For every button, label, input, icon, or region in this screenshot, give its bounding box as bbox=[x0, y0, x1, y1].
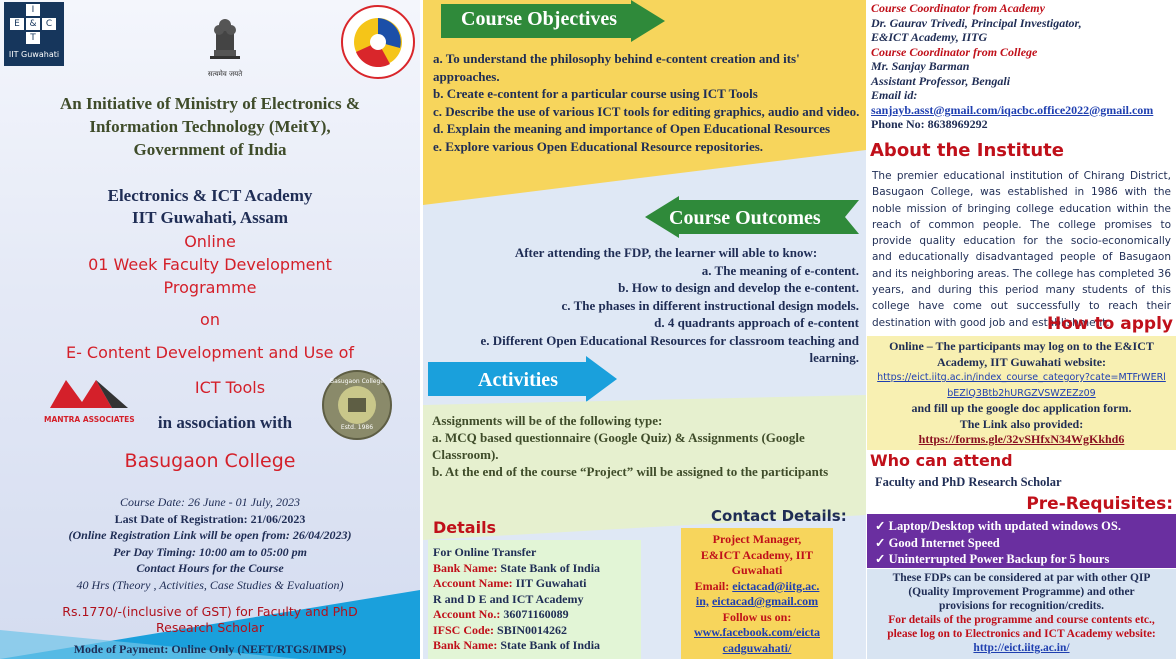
payment-mode: Mode of Payment: Online Only (NEFT/RTGS/IMPS) bbox=[73, 642, 347, 656]
list-item: c. The phases in different instructional design models. bbox=[561, 297, 859, 313]
qip-box: These FDPs can be considered at par with other QIP (Quality Improvement Programme) and other provisions for recognition/credits. For details of the programme and course contents etc., please log on to Electronics and ICT Academy website: http://eict.iitg.ac.in/ bbox=[867, 569, 1176, 659]
national-emblem-icon bbox=[200, 14, 250, 66]
mantra-logo-icon bbox=[44, 376, 134, 410]
prereq-item: ✓ Uninterrupted Power Backup for 5 hours bbox=[875, 552, 1110, 566]
outcomes-intro: After attending the FDP, the learner will able to know: bbox=[514, 245, 818, 260]
coordinators: Course Coordinator from Academy Dr. Gaurav Trivedi, Principal Investigator, E&ICT Academy, IITG Course Coordinator from College Mr. Sanjay Barman Assistant Professor, Bengali Email id: sanjayb.asst@gmail.com/iqacbc.office2022@gmail.com Phone No: 8638969292 bbox=[871, 1, 1176, 132]
list-item: c. Describe the use of various ICT tools for editing graphics, audio and video. bbox=[433, 103, 860, 119]
prereq-item: ✓ Laptop/Desktop with updated windows OS. bbox=[875, 519, 1121, 533]
list-item: a. MCQ based questionnaire (Google Quiz) & Assignments (Google Classroom). bbox=[432, 430, 805, 462]
activities-list: Assignments will be of the following type: a. MCQ based questionnaire (Google Quiz) & Assignments (Google Classroom). b. At the end of the course “Project” will be assigned to the participants bbox=[432, 412, 860, 480]
details-title: Details bbox=[433, 518, 497, 537]
check-icon: ✓ bbox=[875, 535, 889, 550]
bank-row: IFSC Code: SBIN0014262 bbox=[433, 622, 568, 637]
list-item: b. Create e-content for a particular course using ICT Tools bbox=[433, 86, 758, 101]
course-info: Course Date: 26 June - 01 July, 2023 Last Date of Registration: 21/06/2023 (Online Registration Link will be open from: 26/04/2023) Per Day Timing: 10:00 am to 05:00 pm Contact Hours for the Course 40 Hrs (Theory , Activities, Case Studies & Evaluation) bbox=[68, 495, 352, 592]
basugaon-college-seal: Basugaon College Estd. 1986 bbox=[322, 370, 392, 440]
emblem-motto: सत्यमेव जयते bbox=[207, 70, 243, 78]
bank-row: R and D E and ICT Academy bbox=[433, 591, 584, 606]
list-item: d. Explain the meaning and importance of Open Educational Resources bbox=[433, 121, 831, 136]
bank-row: Bank Name: State Bank of India bbox=[433, 560, 601, 575]
program-on: on bbox=[200, 310, 220, 329]
prereq-item: ✓ Good Internet Speed bbox=[875, 535, 1000, 550]
college-name: Basugaon College bbox=[124, 450, 296, 472]
list-item: b. At the end of the course “Project” will be assigned to the participants bbox=[432, 464, 829, 479]
check-icon: ✓ bbox=[875, 519, 889, 533]
google-form-link[interactable]: https://forms.gle/32vSHfxN34WgKkhd6 bbox=[918, 432, 1125, 446]
email-link[interactable]: eictacad@gmail.com bbox=[711, 594, 819, 608]
bank-row: Account No.: 36071160089 bbox=[433, 607, 569, 621]
eict-logo-caption: IIT Guwahati bbox=[8, 50, 60, 59]
iitg-logo-icon bbox=[340, 4, 416, 80]
contact-title: Contact Details: bbox=[711, 507, 847, 525]
bank-row: Bank Name: State Bank of India bbox=[433, 638, 601, 652]
apply-url-link[interactable]: bEZlQ3Btb2hURGZVSWZEZz09 bbox=[947, 387, 1096, 399]
about-title: About the Institute bbox=[870, 140, 1064, 161]
list-item: d. 4 quadrants approach of e-content bbox=[654, 315, 859, 330]
about-box: The premier educational institution of Chirang District, Basugaon College, was established in 1986 with the noble mission of bringing college education within the reach of common people. The college promises to provide quality education for the socio-economically and educationally disadvantaged people of Basugaon and its neighboring areas. The college has completed 36 years, and during this period many students of this college have come out successfully to reach their destination with good job and establishment. bbox=[867, 162, 1176, 320]
academy-name: Electronics & ICT Academy IIT Guwahati, Assam bbox=[107, 186, 313, 227]
program-title: Online 01 Week Faculty Development Programme bbox=[88, 232, 332, 297]
contact-box: Project Manager, E&ICT Academy, IIT Guwahati Email: eictacad@iitg.ac. in, eictacad@gmail.com Follow us on: www.facebook.com/eicta cadguwahati/ bbox=[681, 528, 833, 659]
objectives-list bbox=[433, 50, 861, 155]
academy-website-link[interactable]: http://eict.iitg.ac.in/ bbox=[973, 642, 1070, 654]
prereq-title: Pre-Requisites: bbox=[1026, 494, 1173, 514]
outcomes-list bbox=[433, 244, 859, 367]
apply-url-link[interactable]: https://eict.iitg.ac.in/index_course_category?cate=MTFrWERl bbox=[877, 372, 1166, 383]
association-text: in association with bbox=[157, 413, 293, 432]
coordinator-email-link[interactable]: sanjayb.asst@gmail.com/iqacbc.office2022@gmail.com bbox=[871, 102, 1154, 117]
email-link[interactable]: in, bbox=[695, 594, 709, 608]
email-link[interactable]: eictacad@iitg.ac. bbox=[732, 578, 820, 593]
list-item: e. Explore various Open Educational Resource repositories. bbox=[433, 138, 764, 154]
list-item: b. How to design and develop the e-content. bbox=[618, 280, 859, 295]
list-item: e. Different Open Educational Resources for classroom teaching and learning. bbox=[480, 332, 859, 365]
right-panel bbox=[867, 0, 1176, 659]
facebook-link[interactable]: cadguwahati/ bbox=[722, 640, 792, 655]
fee-text: Rs.1770/-(inclusive of GST) for Faculty and PhD Research Scholar bbox=[62, 604, 358, 635]
left-panel bbox=[0, 0, 420, 659]
objectives-title: Course Objectives bbox=[461, 8, 618, 30]
topic-line-2: ICT Tools bbox=[194, 378, 266, 397]
attend-title: Who can attend bbox=[870, 451, 1013, 470]
check-icon: ✓ bbox=[875, 552, 889, 566]
activities-title: Activities bbox=[478, 369, 558, 391]
list-item: a. The meaning of e-content. bbox=[701, 262, 859, 278]
prereq-box bbox=[867, 514, 1176, 568]
bank-row: Account Name: IIT Guwahati bbox=[433, 576, 587, 590]
eict-logo: I E & C T IIT Guwahati bbox=[4, 2, 64, 66]
list-item: a. To understand the philosophy behind e-content creation and its' approaches. bbox=[433, 51, 800, 84]
apply-box: Online – The participants may log on to the E&ICT Academy, IIT Guwahati website: https://eict.iitg.ac.in/index_course_category?cate=MTFrWERl bEZlQ3Btb2hURGZVSWZEZz09 and fill up the google doc application form. The Link also provided: https://forms.gle/32vSHfxN34WgKkhd6 bbox=[867, 336, 1176, 450]
middle-panel bbox=[423, 0, 866, 659]
facebook-link[interactable]: www.facebook.com/eicta bbox=[694, 625, 820, 639]
initiative-text: An Initiative of Ministry of Electronics & Information Technology (MeitY), Government of India bbox=[60, 94, 360, 159]
apply-title: How to apply bbox=[1047, 314, 1173, 334]
mantra-logo: MANTRA ASSOCIATES bbox=[44, 376, 134, 424]
outcomes-title: Course Outcomes bbox=[669, 207, 821, 229]
attend-text: Faculty and PhD Research Scholar bbox=[875, 475, 1062, 489]
bank-details-box: For Online Transfer Bank Name: State Bank of India Account Name: IIT Guwahati R and D E and ICT Academy Account No.: 36071160089 IFSC Code: SBIN0014262 Bank Name: State Bank of India bbox=[428, 540, 641, 659]
topic-line-1: E- Content Development and Use of bbox=[65, 343, 355, 362]
